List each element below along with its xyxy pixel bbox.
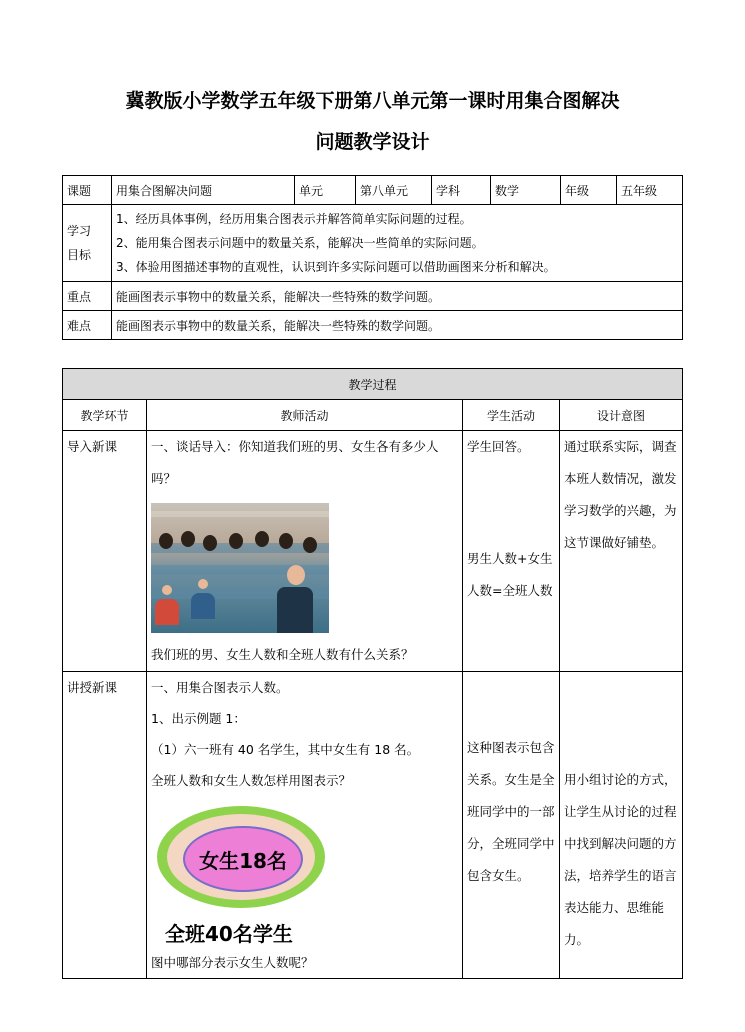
goals-list: [112, 205, 683, 282]
teach-teacher-line3: （1）六一班有 40 名学生，其中女生有 18 名。: [151, 742, 420, 757]
venn-inner-set: 女生18名: [183, 826, 303, 892]
classroom-photo: [151, 503, 329, 633]
venn-diagram: [157, 806, 329, 918]
teach-teacher-line5: 图中哪部分表示女生人数呢？: [151, 955, 314, 970]
intro-student-answer: 学生回答。: [467, 439, 530, 454]
teach-student: [463, 672, 560, 979]
teach-teacher: [147, 672, 463, 979]
intro-stage-text: 导入新课: [67, 439, 118, 454]
goal-item: 3、体验用图描述事物的直观性，认识到许多实际问题可以借助画图来分析和解决。: [116, 260, 556, 274]
doc-title-line2: 问题教学设计: [315, 131, 430, 153]
col-student: 学生活动: [463, 400, 560, 431]
intro-teacher-q2: 我们班的男、女生人数和全班人数有什么关系？: [151, 647, 414, 662]
teach-student-text: 这种图表示包含关系。女生是全班同学中的一部分，全班同学中包含女生。: [467, 740, 555, 883]
teach-stage: [63, 672, 147, 979]
teach-stage-text: 讲授新课: [67, 680, 118, 695]
xue-ke-label: 学科: [432, 176, 491, 205]
goal-item: 1、经历具体事例，经历用集合图表示并解答简单实际问题的过程。: [116, 212, 472, 226]
intro-student-relation: 男生人数+女生人数=全班人数: [467, 551, 553, 598]
goal-item: 2、能用集合图表示问题中的数量关系，能解决一些简单的实际问题。: [116, 236, 484, 250]
teach-teacher-line1: 一、用集合图表示人数。: [151, 680, 289, 695]
teach-teacher-line4: 全班人数和女生人数怎样用图表示？: [151, 773, 352, 788]
venn-outer-label: 全班40名学生: [165, 922, 293, 946]
xue-ke-value: 数学: [491, 176, 561, 205]
dan-yuan-value: 第八单元: [356, 176, 432, 205]
nan-dian-value: 能画图表示事物中的数量关系，能解决一些特殊的数学问题。: [112, 311, 683, 340]
ke-ti-value: 用集合图解决问题: [112, 176, 295, 205]
teach-intent: [560, 672, 683, 979]
intro-teacher-q1: 一、谈话导入：你知道我们班的男、女生各有多少人吗？: [151, 439, 439, 486]
teaching-process-table: [62, 368, 683, 979]
dan-yuan-label: 单元: [295, 176, 356, 205]
intro-teacher: [147, 431, 463, 672]
col-intent: 设计意图: [560, 400, 683, 431]
nian-ji-label: 年级: [561, 176, 617, 205]
zhong-dian-value: 能画图表示事物中的数量关系，能解决一些特殊的数学问题。: [112, 282, 683, 311]
course-info-table: [62, 175, 683, 340]
intro-intent: [560, 431, 683, 672]
nian-ji-value: 五年级: [617, 176, 683, 205]
goals-label-line1: 学习: [67, 224, 92, 238]
goals-label-line2: 目标: [67, 248, 92, 262]
teach-teacher-line2: 1、出示例题 1：: [151, 711, 246, 726]
doc-title-line1: 冀教版小学数学五年级下册第八单元第一课时用集合图解决: [125, 90, 620, 112]
zhong-dian-label: 重点: [63, 282, 112, 311]
ke-ti-label: 课题: [63, 176, 112, 205]
intro-student: [463, 431, 560, 672]
teach-intent-text: 用小组讨论的方式，让学生从讨论的过程中找到解决问题的方法，培养学生的语言表达能力、思维能力。: [564, 772, 677, 947]
col-teacher: 教师活动: [147, 400, 463, 431]
process-header: 教学过程: [63, 369, 683, 400]
intro-intent-text: 通过联系实际，调查本班人数情况，激发学习数学的兴趣，为这节课做好铺垫。: [564, 439, 677, 550]
intro-stage: [63, 431, 147, 672]
goals-label: [63, 205, 112, 282]
nan-dian-label: 难点: [63, 311, 112, 340]
col-stage: 教学环节: [63, 400, 147, 431]
